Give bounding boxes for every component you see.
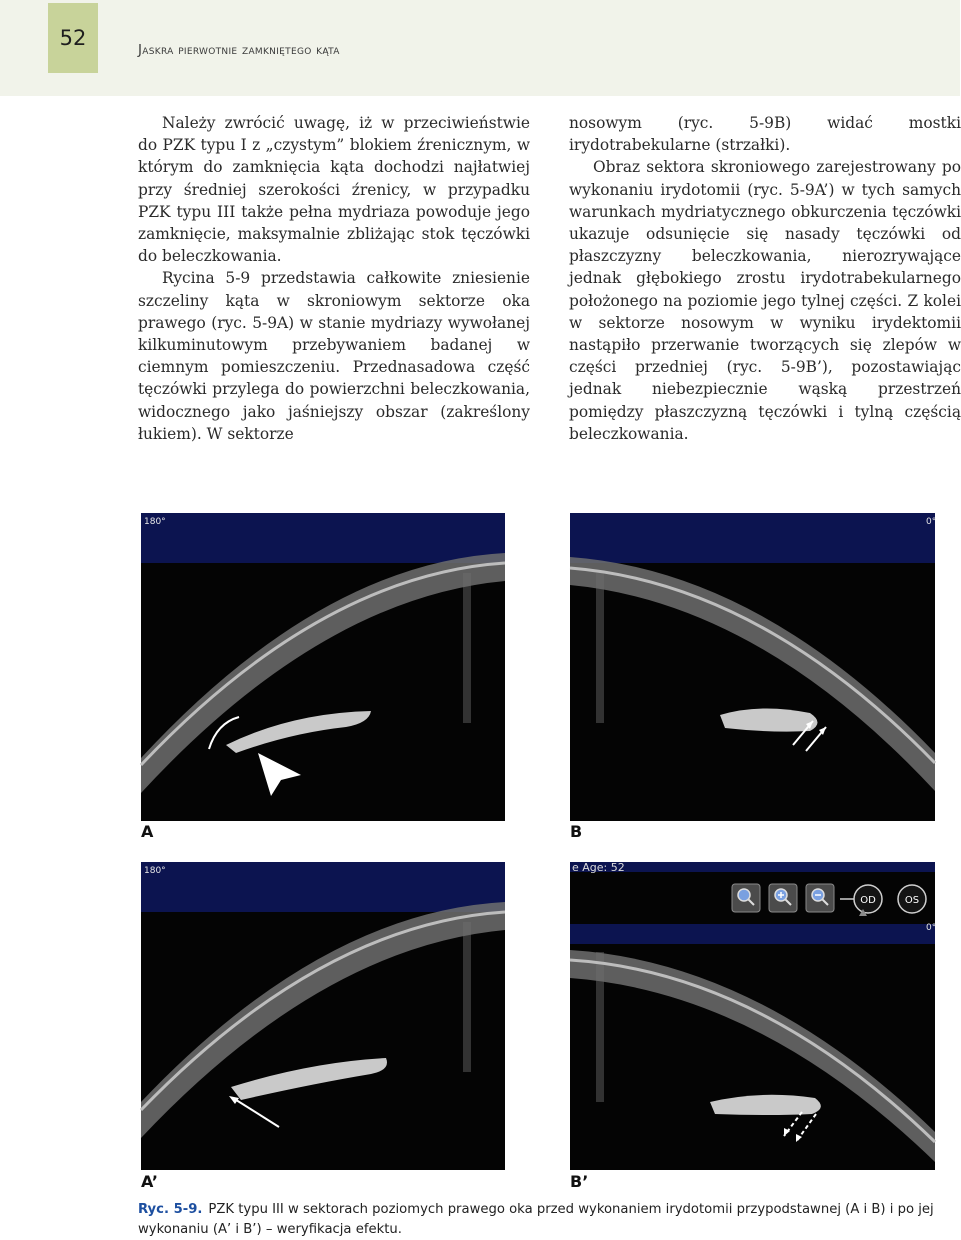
page-number: 52 [48, 3, 98, 73]
running-head: Jaskra pierwotnie zamkniętego kąta [138, 42, 340, 58]
scan-corner-label: 0° [926, 517, 937, 527]
caption-text: PZK typu III w sektorach poziomych prawego oka przed wykonaniem irydotomii przypodstawnej (A i B) i po jej wykonaniu (A’ i B’) – weryfikacja efektu. [138, 1202, 934, 1237]
figure-caption [138, 1200, 958, 1240]
paragraph: Obraz sektora skroniowego zarejestrowany po wykonaniu irydotomii (ryc. 5-9A’) w tych samych warunkach mydriatycznego obkurczenia tęczówki ukazuje odsunięcie się nasady tęczówki od płaszczyzny beleczkowania, nierozrywające jednak głębokiego zrostu irydotrabekularnego położonego na poziomie jego tylnej części. Z kolei w sektorze nosowym w wyniku irydektomii nastąpiło przerwanie tworzących się zlepów w części przedniej (ryc. 5-9B’), pozostawiając jednak niebezpiecznie wąską przestrzeń pomiędzy płaszczyzną tęczówki i tylną częścią beleczkowania. [569, 158, 961, 443]
ultrasound-image-a [141, 513, 505, 821]
paragraph: Rycina 5-9 przedstawia całkowite zniesienie szczeliny kąta w skroniowym sektorze oka prawego (ryc. 5-9A) w stanie mydriazy wywołanej kilkuminutowym przebywaniem badanej w ciemnym pomieszczeniu. Przednasadowa część tęczówki przylega do powierzchni beleczkowania, widocznego jako jaśniejszy obszar (zakreślony łukiem). W sektorze [138, 269, 530, 443]
paragraph: Należy zwrócić uwagę, iż w przeciwieństwie do PZK typu I z „czystym” blokiem źrenicznym, w którym do zamknięcia kąta dochodzi najłatwiej przy średniej szerokości źrenicy, w przypadku PZK typu III także pełna mydriaza powoduje jego zamknięcie, maksymalnie zbliżając stok tęczówki do beleczkowania. [138, 114, 530, 266]
search-icon[interactable] [732, 884, 760, 912]
panel-label-b-prime: B’ [570, 1172, 589, 1191]
zoom-out-icon[interactable] [806, 884, 834, 912]
ultrasound-image-b-prime [570, 862, 935, 1170]
panel-label-a: A [141, 822, 154, 841]
od-eye-button[interactable] [840, 885, 882, 916]
panel-label-b: B [570, 822, 583, 841]
od-label: OD [860, 895, 876, 906]
scan-corner-label: 180° [144, 517, 166, 527]
ultrasound-image-b [570, 513, 935, 821]
right-text-column [569, 112, 961, 445]
scan-corner-label: 180° [144, 866, 166, 876]
paragraph: nosowym (ryc. 5-9B) widać mostki irydotrabekularne (strzałki). [569, 114, 961, 155]
os-label: OS [904, 895, 920, 906]
left-text-column [138, 112, 530, 445]
scan-corner-label: 0° [926, 923, 937, 933]
age-text: e Age: 52 [572, 861, 625, 874]
ultrasound-image-a-prime [141, 862, 505, 1170]
panel-label-a-prime: A’ [141, 1172, 158, 1191]
caption-head: Ryc. 5-9. [138, 1202, 203, 1217]
zoom-in-icon[interactable] [769, 884, 797, 912]
os-eye-button[interactable] [898, 885, 926, 913]
